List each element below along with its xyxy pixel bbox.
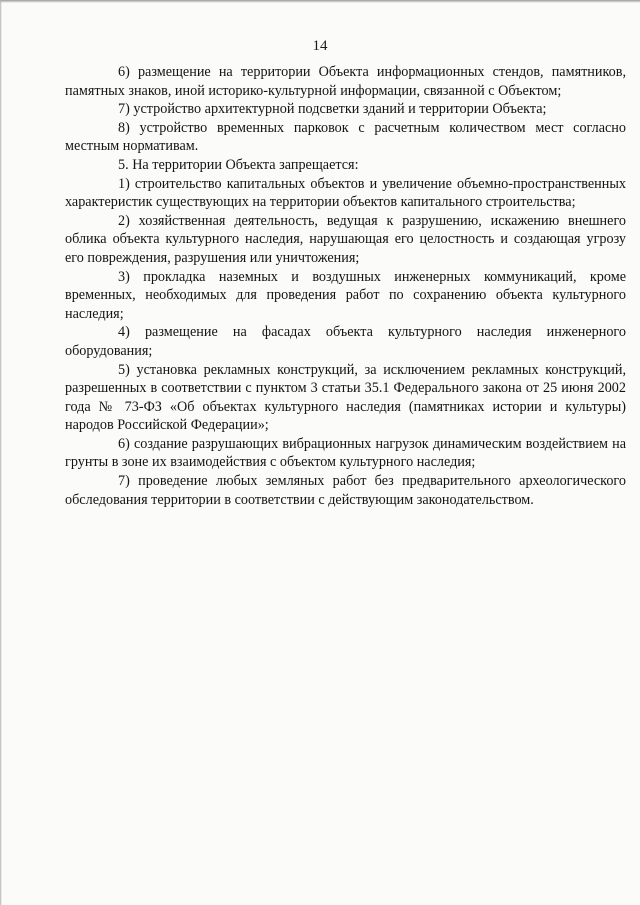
scan-edge-top — [0, 0, 640, 3]
prohibition-item-3-utilities: 3) прокладка наземных и воздушных инженерных коммуникаций, кроме временных, необходимых для проведения работ по сохранению объекта культурного наследия; — [65, 268, 626, 322]
prohibition-item-6-vibration: 6) создание разрушающих вибрационных нагрузок динамическим воздействием на грунты в зоне их взаимодействия с объектом культурного наследия; — [65, 435, 626, 471]
document-body — [65, 63, 626, 509]
prohibition-item-1-construction: 1) строительство капитальных объектов и увеличение объемно-пространственных характеристик существующих на территории объектов капитального строительства; — [65, 175, 626, 211]
paragraph-item-8-parking: 8) устройство временных парковок с расчетным количеством мест согласно местным нормативам. — [65, 119, 626, 155]
scan-edge-left — [0, 0, 2, 905]
section-5-prohibitions-heading: 5. На территории Объекта запрещается: — [118, 156, 359, 173]
prohibition-item-2-economic-activity: 2) хозяйственная деятельность, ведущая к разрушению, искажению внешнего облика объекта культурного наследия, нарушающая его целостность и создающая угрозу его повреждения, разрушения или уничтожения; — [65, 212, 626, 266]
prohibition-item-5-advertising: 5) установка рекламных конструкций, за исключением рекламных конструкций, разрешенных в соответствии с пунктом 3 статьи 35.1 Федерального закона от 25 июня 2002 года № 73-ФЗ «Об объектах культурного наследия (памятниках истории и культуры) народов Российской Федерации»; — [65, 361, 626, 434]
paragraph-item-7-lighting: 7) устройство архитектурной подсветки зданий и территории Объекта; — [118, 101, 547, 118]
prohibition-item-7-earthworks: 7) проведение любых земляных работ без предварительного археологического обследования территории в соответствии с действующим законодательством. — [65, 473, 626, 508]
paragraph-item-6-info-stands: 6) размещение на территории Объекта информационных стендов, памятников, памятных знаков, иной историко-культурной информации, связанной с Объектом; — [65, 64, 626, 99]
prohibition-item-4-facade-equipment: 4) размещение на фасадах объекта культурного наследия инженерного оборудования; — [65, 324, 626, 359]
page-number: 14 — [312, 38, 328, 54]
